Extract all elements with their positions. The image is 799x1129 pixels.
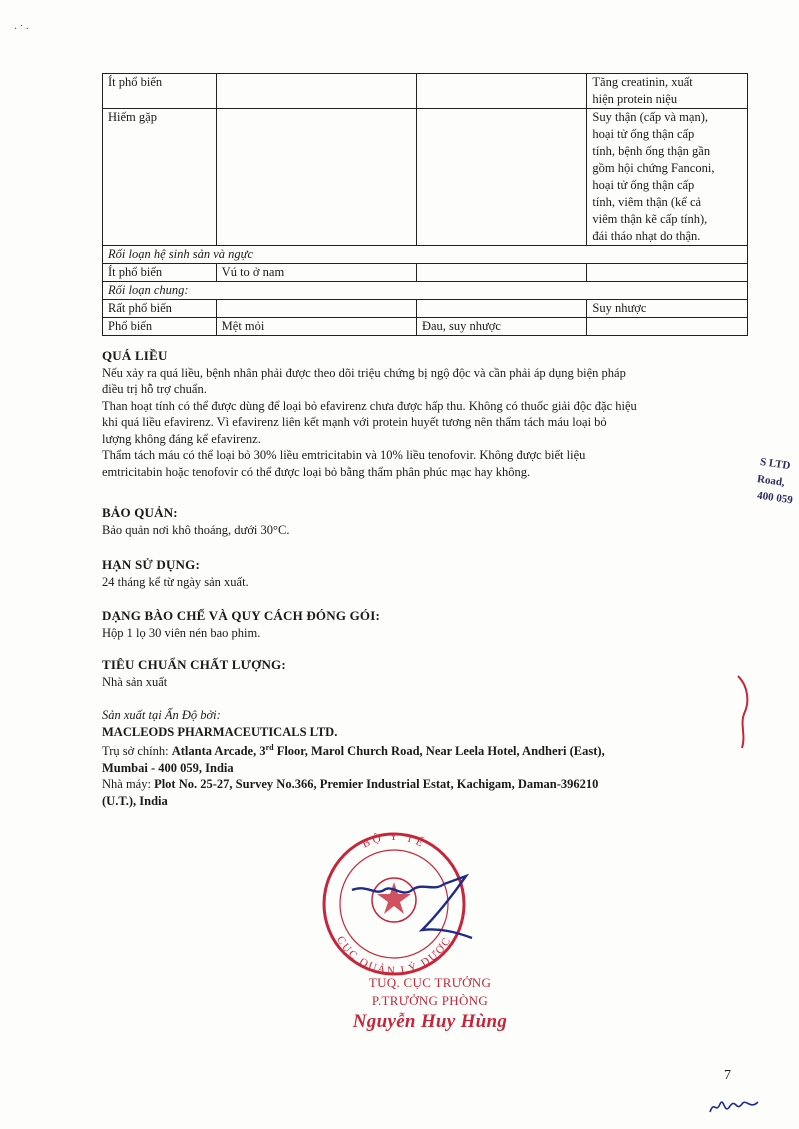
adverse-reactions-table	[102, 73, 748, 336]
plant-line2: (U.T.), India	[102, 793, 168, 808]
table-cell: Rất phổ biến	[103, 300, 217, 318]
cell-line: tính, viêm thận (kể cả	[592, 195, 702, 209]
cell-line: gồm hội chứng Fanconi,	[592, 161, 715, 175]
table-cell: Ít phổ biến	[103, 264, 217, 282]
table-cell: Đau, suy nhược	[416, 318, 586, 336]
table-section-row	[103, 282, 748, 300]
storage-text: Bảo quản nơi khô thoáng, dưới 30°C.	[102, 522, 290, 537]
signature-title-2: P.TRƯỞNG PHÒNG	[371, 993, 489, 1008]
table-cell: Hiếm gặp	[103, 109, 217, 246]
overdose-section	[102, 348, 752, 480]
table-cell	[587, 300, 748, 318]
hq-line2: Mumbai - 400 059, India	[102, 760, 234, 775]
table-row	[103, 318, 748, 336]
overdose-line: Than hoạt tính có thể được dùng để loại bỏ efavirenz chưa được hấp thu. Không có thuốc giải độc đặc hiệu	[102, 398, 637, 413]
edge-stamp-text: S LTD	[759, 455, 792, 473]
shelf-life-text: 24 tháng kể từ ngày sản xuất.	[102, 574, 249, 589]
svg-text:BỘ Y TẾ	[360, 831, 428, 851]
quality-section	[102, 657, 752, 690]
table-row	[103, 264, 748, 282]
table-cell	[416, 74, 586, 109]
plant-address: Plot No. 25-27, Survey No.366, Premier Industrial Estat, Kachigam, Daman-396210	[154, 777, 599, 792]
packaging-heading: DẠNG BÀO CHẾ VÀ QUY CÁCH ĐÓNG GÓI:	[102, 608, 381, 623]
cell-line: hoại tử ống thận cấp	[592, 178, 695, 192]
table-cell	[216, 300, 416, 318]
cell-line: Suy nhược	[592, 301, 647, 315]
cell-line	[592, 264, 742, 281]
packaging-section	[102, 608, 752, 641]
stamp-top-text: BỘ Y TẾ	[360, 830, 428, 851]
edge-stamp-text: Road,	[756, 473, 786, 489]
overdose-heading: QUÁ LIỀU	[102, 348, 168, 363]
cell-line: hoại tử ống thận cấp	[592, 127, 695, 141]
table-cell	[216, 109, 416, 246]
scan-speck: · ˙ ·	[14, 24, 29, 35]
pen-mark-icon	[734, 672, 756, 752]
page-number: 7	[724, 1068, 731, 1083]
table-cell: Phổ biến	[103, 318, 217, 336]
table-cell: Vú to ở nam	[216, 264, 416, 282]
table-cell	[587, 318, 748, 336]
signatory-name: Nguyễn Huy Hùng	[352, 1011, 508, 1032]
quality-text: Nhà sản xuất	[102, 674, 168, 689]
table-cell	[587, 74, 748, 109]
table-cell	[416, 109, 586, 246]
cell-line: Tăng creatinin, xuất	[592, 75, 693, 89]
overdose-line: khi quá liều efavirenz. Vì efavirenz liên kết mạnh với protein huyết tương nên thẩm tách máu loại bỏ	[102, 415, 607, 429]
table-row	[103, 300, 748, 318]
manufacturer-section	[102, 707, 752, 809]
headquarters-line	[102, 740, 752, 760]
table-cell	[587, 264, 748, 282]
edge-stamp-text: 400 059	[756, 489, 794, 507]
section-title: Rối loạn chung:	[103, 282, 748, 300]
plant-line	[102, 776, 752, 793]
stamp-bottom-text: CỤC QUẢN LÝ DƯỢC	[334, 934, 454, 976]
cell-line: đái tháo nhạt do thận.	[592, 229, 701, 243]
signature-title-1: TUQ. CỤC TRƯỞNG	[368, 975, 492, 990]
table-cell	[587, 109, 748, 246]
hq-address-b: Floor, Marol Church Road, Near Leela Hotel, Andheri (East),	[273, 744, 605, 759]
overdose-line: lượng không đáng kể efavirenz.	[102, 431, 261, 446]
cell-line: Suy thận (cấp và mạn),	[592, 110, 708, 124]
cell-line: hiện protein niệu	[592, 92, 678, 106]
table-cell: Mệt mỏi	[216, 318, 416, 336]
overdose-line: emtricitabin hoặc tenofovir có thể được loại bỏ bằng thẩm phân phúc mạc hay không.	[102, 464, 531, 479]
storage-section	[102, 505, 752, 538]
official-seal-icon	[294, 826, 494, 976]
section-title: Rối loạn hệ sinh sản và ngực	[103, 246, 748, 264]
quality-heading: TIÊU CHUẨN CHẤT LƯỢNG:	[102, 657, 286, 672]
table-section-row	[103, 246, 748, 264]
company-name: MACLEODS PHARMACEUTICALS LTD.	[102, 724, 338, 739]
packaging-text: Hộp 1 lọ 30 viên nén bao phim.	[102, 625, 261, 640]
cell-line: viêm thận kẽ cấp tính),	[592, 212, 708, 226]
hq-sup: rd	[265, 743, 274, 752]
table-cell	[416, 264, 586, 282]
overdose-line: điều trị hỗ trợ chuẩn.	[102, 382, 207, 396]
cell-line	[592, 318, 742, 335]
table-row	[103, 109, 748, 246]
table-cell: Ít phổ biến	[103, 74, 217, 109]
overdose-line: Nếu xảy ra quá liều, bệnh nhân phải được theo dõi triệu chứng bị ngộ độc và cần phải áp dụng biện pháp	[102, 365, 626, 380]
table-cell	[216, 74, 416, 109]
svg-text:CỤC QUẢN LÝ DƯỢC	[334, 934, 454, 976]
storage-heading: BẢO QUẢN:	[102, 505, 178, 520]
shelf-life-section	[102, 557, 752, 590]
hq-address-a: Atlanta Arcade, 3	[171, 744, 266, 759]
hq-address	[172, 744, 605, 758]
cell-line: tính, bệnh ống thận gần	[592, 144, 711, 158]
signature-icon	[352, 876, 472, 938]
initials-mark-icon	[706, 1090, 766, 1120]
table-cell	[416, 300, 586, 318]
made-in-label: Sản xuất tại Ấn Độ bởi:	[102, 708, 221, 722]
plant-label: Nhà máy:	[102, 777, 155, 792]
overdose-line: Thẩm tách máu có thể loại bỏ 30% liều emtricitabin và 10% liều tenofovir. Không được biết liệu	[102, 448, 586, 462]
shelf-life-heading: HẠN SỬ DỤNG:	[102, 557, 200, 572]
table-row	[103, 74, 748, 109]
hq-label: Trụ sở chính:	[102, 744, 172, 759]
